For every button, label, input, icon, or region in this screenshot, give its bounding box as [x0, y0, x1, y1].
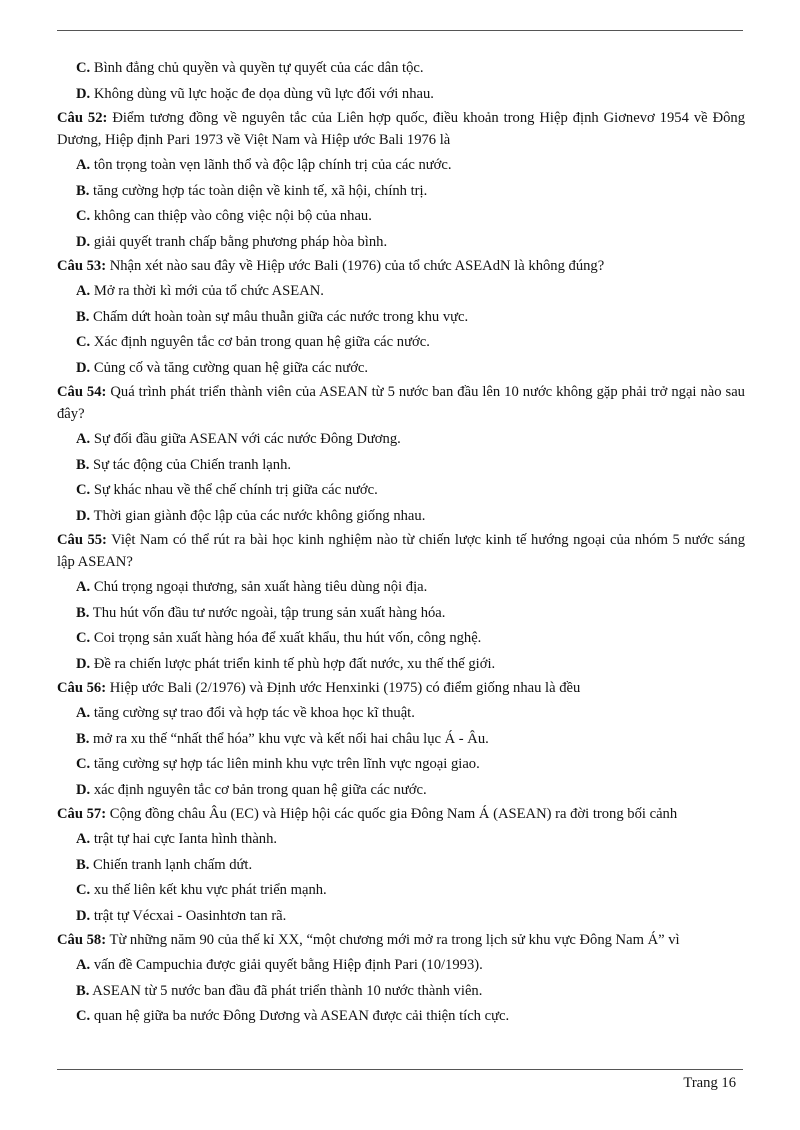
option-letter: B.: [76, 856, 90, 873]
question-number: Câu 54:: [57, 384, 107, 400]
option-d: [57, 82, 745, 108]
option-letter: B.: [76, 730, 90, 747]
page-number: Trang 16: [683, 1075, 736, 1091]
option-a: [57, 953, 745, 979]
option-b: [57, 979, 745, 1005]
option-text: xác định nguyên tắc cơ bản trong quan hệ giữa các nước.: [93, 781, 427, 798]
option-text: Không dùng vũ lực hoặc đe dọa dùng vũ lực đối với nhau.: [93, 85, 434, 102]
option-a: [57, 827, 745, 853]
option-a: [57, 701, 745, 727]
option-d: [57, 652, 745, 678]
option-c: [57, 1004, 745, 1030]
option-letter: C.: [76, 482, 91, 498]
question-text: Cộng đồng châu Âu (EC) và Hiệp hội các quốc gia Đông Nam Á (ASEAN) ra đời trong bối cảnh: [109, 806, 678, 822]
option-letter: B.: [76, 982, 90, 999]
option-letter: A.: [76, 431, 91, 447]
option-letter: A.: [76, 705, 91, 721]
option-text: giải quyết tranh chấp bằng phương pháp hòa bình.: [93, 233, 388, 250]
option-text: Đề ra chiến lược phát triển kinh tế phù hợp đất nước, xu thế thế giới.: [93, 655, 496, 672]
option-c: [57, 478, 745, 504]
option-text: trật tự Vécxai - Oasinhtơn tan rã.: [93, 907, 287, 924]
option-letter: D.: [76, 507, 91, 524]
option-b: [57, 601, 745, 627]
option-b: [57, 305, 745, 331]
option-letter: B.: [76, 456, 90, 473]
question-56: [57, 677, 745, 699]
footer-rule: [57, 1069, 743, 1070]
question-text: Quá trình phát triển thành viên của ASEAN từ 5 nước ban đầu lên 10 nước không gặp phải trở ngại nào sau đây?: [57, 384, 745, 422]
option-letter: C.: [76, 630, 91, 646]
option-text: Thu hút vốn đầu tư nước ngoài, tập trung sản xuất hàng hóa.: [92, 604, 446, 621]
option-text: Chấm dứt hoàn toàn sự mâu thuẫn giữa các nước trong khu vực.: [93, 308, 469, 325]
option-text: Sự đối đầu giữa ASEAN với các nước Đông Dương.: [93, 431, 401, 447]
option-b: [57, 453, 745, 479]
option-letter: B.: [76, 604, 90, 621]
option-text: tôn trọng toàn vẹn lãnh thổ và độc lập chính trị của các nước.: [93, 157, 452, 173]
question-number: Câu 56:: [57, 680, 107, 696]
option-d: [57, 504, 745, 530]
question-54: [57, 381, 745, 425]
question-text: Điểm tương đồng về nguyên tắc của Liên hợp quốc, điều khoản trong Hiệp định Giơnevơ 1954 về Đông Dương, Hiệp định Pari 1973 về Việt Nam và Hiệp ước Bali 1976 là: [57, 110, 745, 148]
question-number: Câu 58:: [57, 932, 107, 948]
option-letter: A.: [76, 283, 91, 299]
option-d: [57, 904, 745, 930]
option-text: Mở ra thời kì mới của tổ chức ASEAN.: [93, 283, 324, 299]
option-text: Coi trọng sản xuất hàng hóa để xuất khẩu, thu hút vốn, công nghệ.: [93, 630, 482, 646]
option-d: [57, 356, 745, 382]
option-letter: A.: [76, 957, 91, 973]
option-text: Xác định nguyên tắc cơ bản trong quan hệ giữa các nước.: [93, 334, 430, 350]
option-text: vấn đề Campuchia được giải quyết bằng Hiệp định Pari (10/1993).: [93, 957, 483, 973]
option-d: [57, 778, 745, 804]
option-text: quan hệ giữa ba nước Đông Dương và ASEAN được cải thiện tích cực.: [93, 1008, 510, 1024]
option-c: [57, 204, 745, 230]
option-letter: A.: [76, 157, 91, 173]
option-text: xu thế liên kết khu vực phát triển mạnh.: [93, 882, 327, 898]
option-letter: C.: [76, 756, 91, 772]
option-c: [57, 878, 745, 904]
option-letter: C.: [76, 1008, 91, 1024]
option-text: Chiến tranh lạnh chấm dứt.: [93, 856, 253, 873]
question-57: [57, 803, 745, 825]
option-c: [57, 330, 745, 356]
option-text: mở ra xu thế “nhất thể hóa” khu vực và kết nối hai châu lục Á - Âu.: [93, 730, 489, 747]
question-text: Hiệp ước Bali (2/1976) và Định ước Henxinki (1975) có điểm giống nhau là đều: [109, 680, 581, 696]
question-52: [57, 107, 745, 151]
question-number: Câu 53:: [57, 258, 107, 274]
question-55: [57, 529, 745, 573]
option-letter: C.: [76, 208, 91, 224]
option-letter: B.: [76, 182, 90, 199]
option-b: [57, 727, 745, 753]
option-letter: D.: [76, 781, 91, 798]
option-letter: D.: [76, 907, 91, 924]
option-b: [57, 853, 745, 879]
option-text: Thời gian giành độc lập của các nước không giống nhau.: [93, 507, 426, 524]
option-text: Bình đẳng chủ quyền và quyền tự quyết của các dân tộc.: [93, 60, 424, 76]
option-letter: C.: [76, 334, 91, 350]
option-text: Củng cố và tăng cường quan hệ giữa các nước.: [93, 359, 369, 376]
option-letter: C.: [76, 60, 91, 76]
option-text: Chú trọng ngoại thương, sản xuất hàng tiêu dùng nội địa.: [93, 579, 428, 595]
question-text: Nhận xét nào sau đây về Hiệp ước Bali (1976) của tổ chức ASEAdN là không đúng?: [109, 258, 605, 274]
document-body: [57, 56, 745, 1030]
option-letter: B.: [76, 308, 90, 325]
question-number: Câu 57:: [57, 806, 107, 822]
option-c: [57, 56, 745, 82]
option-letter: A.: [76, 831, 91, 847]
option-letter: D.: [76, 359, 91, 376]
option-a: [57, 575, 745, 601]
option-a: [57, 427, 745, 453]
option-b: [57, 179, 745, 205]
question-text: Từ những năm 90 của thế kỉ XX, “một chương mới mở ra trong lịch sử khu vực Đông Nam Á” vì: [109, 932, 680, 948]
option-text: tăng cường sự trao đổi và hợp tác về khoa học kĩ thuật.: [93, 705, 415, 721]
option-text: trật tự hai cực Ianta hình thành.: [93, 831, 278, 847]
option-letter: D.: [76, 655, 91, 672]
option-letter: A.: [76, 579, 91, 595]
question-53: [57, 255, 745, 277]
option-letter: D.: [76, 85, 91, 102]
option-a: [57, 153, 745, 179]
option-text: ASEAN từ 5 nước ban đầu đã phát triển thành 10 nước thành viên.: [92, 982, 483, 999]
option-letter: C.: [76, 882, 91, 898]
option-text: Sự khác nhau về thể chế chính trị giữa các nước.: [93, 482, 378, 498]
option-letter: D.: [76, 233, 91, 250]
option-c: [57, 626, 745, 652]
question-number: Câu 52:: [57, 110, 108, 126]
header-rule: [57, 30, 743, 31]
question-text: Việt Nam có thể rút ra bài học kinh nghiệm nào từ chiến lược kinh tế hướng ngoại của nhóm 5 nước sáng lập ASEAN?: [57, 532, 745, 570]
option-text: tăng cường hợp tác toàn diện về kinh tế, xã hội, chính trị.: [93, 182, 428, 199]
option-text: Sự tác động của Chiến tranh lạnh.: [93, 456, 292, 473]
option-text: không can thiệp vào công việc nội bộ của nhau.: [93, 208, 372, 224]
option-d: [57, 230, 745, 256]
question-number: Câu 55:: [57, 532, 107, 548]
option-c: [57, 752, 745, 778]
option-text: tăng cường sự hợp tác liên minh khu vực trên lĩnh vực ngoại giao.: [93, 756, 480, 772]
option-a: [57, 279, 745, 305]
question-58: [57, 929, 745, 951]
